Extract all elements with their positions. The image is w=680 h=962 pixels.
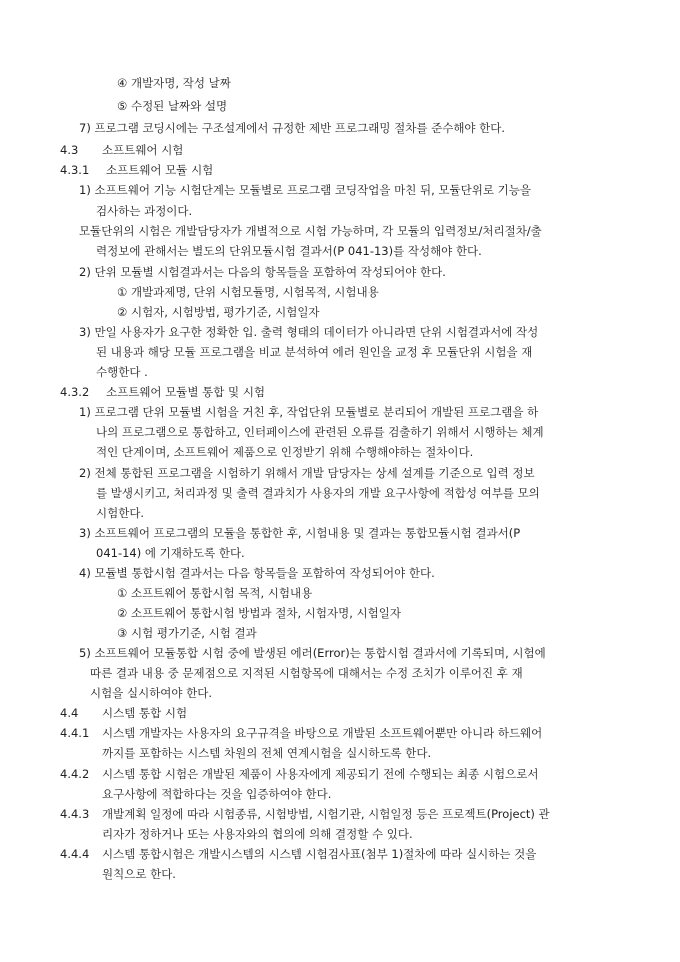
text-line: 나의 프로그램으로 통합하고, 인터페이스에 관련된 오류를 검출하기 위해서 시행하는 체계 bbox=[96, 425, 544, 439]
text-line: ④ 개발자명, 작성 날짜 bbox=[117, 76, 231, 90]
text-line: 3) 소프트웨어 프로그램의 모듈을 통합한 후, 시험내용 및 결과는 통합모듈시험 결과서(P bbox=[79, 526, 521, 540]
text-line: 1) 소프트웨어 기능 시험단계는 모듈별로 프로그램 코딩작업을 마친 뒤, 모듈단위로 기능을 bbox=[79, 183, 531, 197]
section-heading-line: 시스템 통합 시험은 개발된 제품이 사용자에게 제공되기 전에 수행되는 최종 시험으로서 bbox=[102, 767, 539, 781]
text-line: ② 시험자, 시험방법, 평가기준, 시험일자 bbox=[117, 305, 320, 319]
section-heading-line: 시스템 개발자는 사용자의 요구규격을 바탕으로 개발된 소프트웨어뿐만 아니라 하드웨어 bbox=[102, 726, 543, 740]
section-heading-line: 소프트웨어 시험 bbox=[102, 143, 184, 157]
text-line: 041-14) 에 기재하도록 한다. bbox=[96, 546, 245, 560]
text-line: ① 개발과제명, 단위 시험모듈명, 시험목적, 시험내용 bbox=[117, 285, 379, 299]
text-line: 4) 모듈별 통합시험 결과서는 다음 항목들을 포함하여 작성되어야 한다. bbox=[79, 566, 435, 580]
text-line: 요구사항에 적합하다는 것을 입증하여야 한다. bbox=[102, 787, 332, 801]
text-line: 5) 소프트웨어 모듈통합 시험 중에 발생된 에러(Error)는 통합시험 결과서에 기록되며, 시험에 bbox=[79, 646, 546, 660]
section-number: 4.4.4 bbox=[60, 847, 90, 861]
text-line: ② 소프트웨어 통합시험 방법과 절차, 시험자명, 시험일자 bbox=[117, 606, 401, 620]
section-heading-line: 시스템 통합 시험 bbox=[102, 706, 188, 720]
text-line: 된 내용과 해당 모듈 프로그램을 비교 분석하여 에러 원인을 교정 후 모듈단위 시험을 재 bbox=[96, 345, 533, 359]
text-line: 력정보에 관해서는 별도의 단위모듈시험 결과서(P 041-13)를 작성해야 한다. bbox=[96, 244, 482, 258]
text-line: ③ 시험 평가기준, 시험 결과 bbox=[117, 626, 257, 640]
text-line: 적인 단계이며, 소프트웨어 제품으로 인정받기 위해 수행해야하는 절차이다. bbox=[96, 445, 474, 459]
section-number: 4.3.2 bbox=[60, 385, 90, 399]
text-line: 를 발생시키고, 처리과정 및 출력 결과치가 사용자의 개발 요구사항에 적합성 여부를 모의 bbox=[96, 486, 540, 500]
text-line: 시험한다. bbox=[96, 506, 145, 520]
text-line: 3) 만일 사용자가 요구한 정확한 입. 출력 형태의 데이터가 아니라면 단위 시험결과서에 작성 bbox=[79, 325, 539, 339]
text-line: ⑤ 수정된 날짜와 설명 bbox=[117, 99, 228, 113]
text-line: 검사하는 과정이다. bbox=[96, 204, 193, 218]
text-line: 모듈단위의 시험은 개발담당자가 개별적으로 시험 가능하며, 각 모듈의 입력정보/처리절차/출 bbox=[79, 224, 542, 238]
text-line: 2) 단위 모듈별 시험결과서는 다음의 항목들을 포함하여 작성되어야 한다. bbox=[79, 265, 446, 279]
text-line: 7) 프로그램 코딩시에는 구조설계에서 규정한 제반 프로그래밍 절차를 준수해야 한다. bbox=[79, 121, 506, 135]
text-line: 시험을 실시하여야 한다. bbox=[90, 686, 213, 700]
text-line: 까지를 포함하는 시스템 차원의 전체 연계시험을 실시하도록 한다. bbox=[102, 746, 432, 760]
section-heading-line: 시스템 통합시험은 개발시스템의 시스템 시험검사표(첨부 1)절차에 따라 실시하는 것을 bbox=[102, 847, 537, 861]
section-number: 4.4.2 bbox=[60, 767, 90, 781]
section-heading-line: 소프트웨어 모듈 시험 bbox=[106, 163, 214, 177]
section-number: 4.4.3 bbox=[60, 807, 90, 821]
section-heading-line: 소프트웨어 모듈별 통합 및 시험 bbox=[106, 385, 266, 399]
text-line: ① 소프트웨어 통합시험 목적, 시험내용 bbox=[117, 586, 313, 600]
section-number: 4.4.1 bbox=[60, 726, 90, 740]
section-heading-line: 개발계획 일정에 따라 시험종류, 시험방법, 시험기관, 시험일정 등은 프로젝트(Project) 관 bbox=[102, 807, 550, 821]
text-line: 수행한다 . bbox=[96, 365, 148, 379]
text-line: 리자가 정하거나 또는 사용자와의 협의에 의해 결정할 수 있다. bbox=[102, 827, 413, 841]
section-number: 4.3 bbox=[60, 143, 79, 157]
text-line: 따른 결과 내용 중 문제점으로 지적된 시험항목에 대해서는 수정 조치가 이루어진 후 재 bbox=[90, 666, 523, 680]
text-line: 1) 프로그램 단위 모듈별 시험을 거친 후, 작업단위 모듈별로 분리되어 개발된 프로그램을 하 bbox=[79, 405, 539, 419]
section-number: 4.3.1 bbox=[60, 163, 90, 177]
text-line: 원칙으로 한다. bbox=[102, 867, 176, 881]
section-number: 4.4 bbox=[60, 706, 79, 720]
text-line: 2) 전체 통합된 프로그램을 시험하기 위해서 개발 담당자는 상세 설계를 기준으로 입력 정보 bbox=[79, 466, 535, 480]
